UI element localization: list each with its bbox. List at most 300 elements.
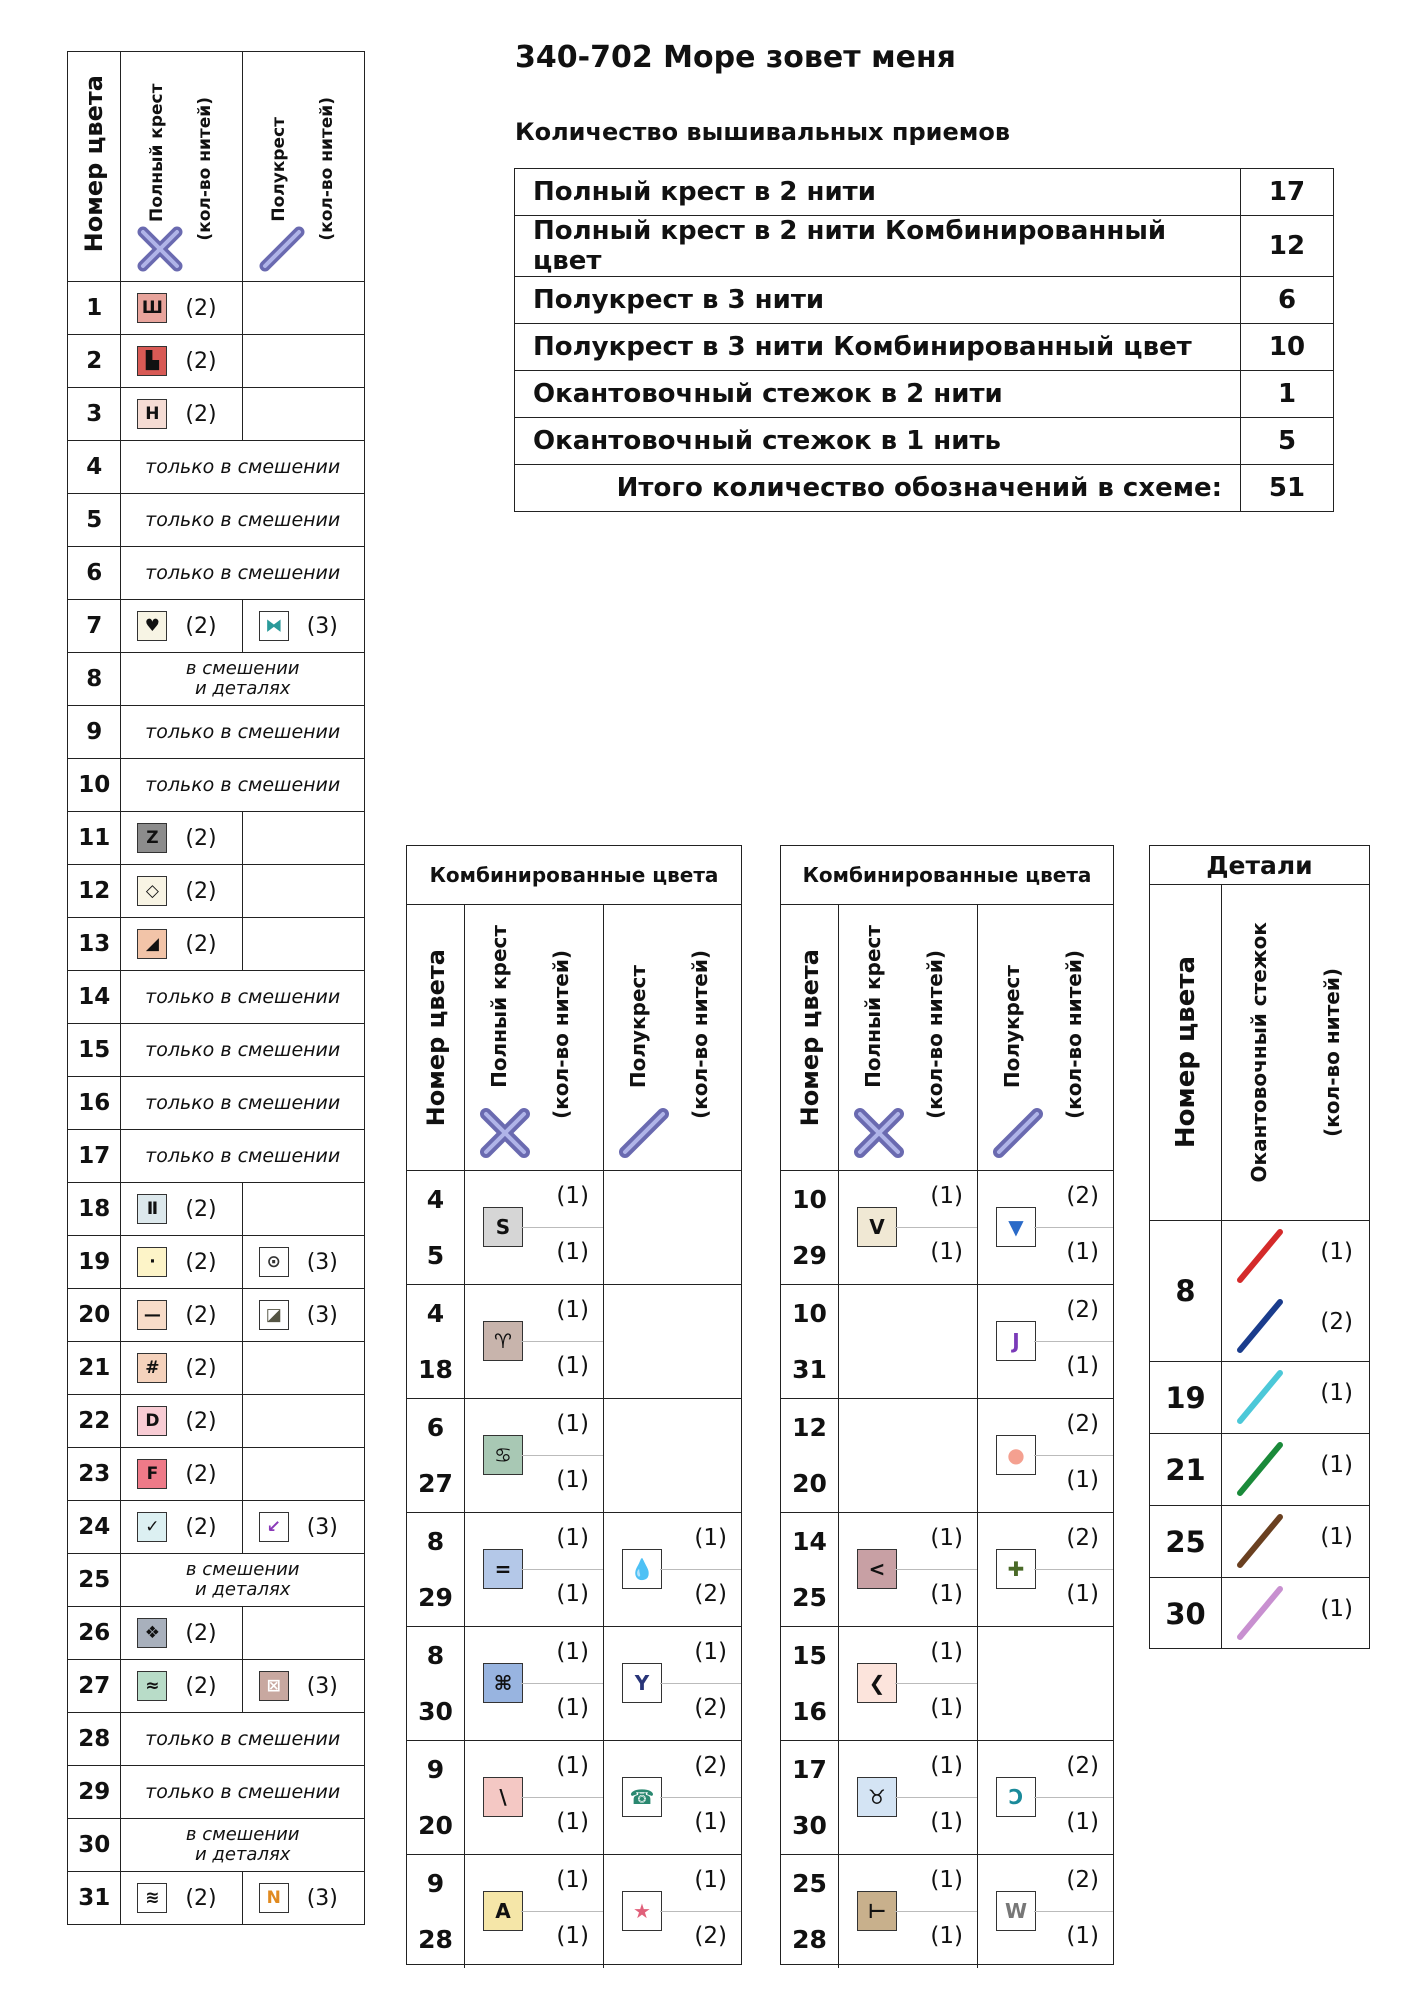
combo-header-full-cross: Полный крест <box>487 925 511 1088</box>
full-cross-cell <box>121 865 242 918</box>
color-number: 12 <box>68 865 121 918</box>
thread-count: (2) <box>185 1461 217 1487</box>
color-number: 6 <box>68 547 121 600</box>
full-cross-cell <box>121 335 242 388</box>
full-cross-cell <box>839 1513 978 1626</box>
thread-count: (2) <box>185 878 217 904</box>
color-number: 18 <box>68 1183 121 1236</box>
half-cross-cell <box>242 388 364 441</box>
full-cross-cell <box>121 1448 242 1501</box>
full-cross-cell <box>121 1289 242 1342</box>
half-cross-cell <box>242 865 364 918</box>
header-color-number <box>68 52 121 282</box>
color-number: 1 <box>68 282 121 335</box>
color-row <box>68 1713 365 1766</box>
count-value: 10 <box>1241 324 1334 371</box>
mix-note: только в смешении <box>145 773 341 796</box>
count-total-label: Итого количество обозначений в схеме: <box>515 465 1241 512</box>
thread-count: (1) <box>1066 1239 1099 1265</box>
color-number: 29 <box>68 1766 121 1819</box>
thread-count: (2) <box>1066 1297 1099 1323</box>
half-cross-icon <box>990 1105 1046 1161</box>
mix-note-cell <box>121 1077 365 1130</box>
color-row <box>68 1607 365 1660</box>
combo-header <box>781 905 1113 1171</box>
mix-note: только в смешении <box>145 1780 341 1803</box>
thread-count: (2) <box>185 1196 217 1222</box>
header-threads-label: (кол-во нитей) <box>195 97 216 241</box>
full-cross-cell <box>465 1285 604 1398</box>
full-cross-cell <box>121 1342 242 1395</box>
symbol-icon: ◪ <box>259 1300 289 1330</box>
combo-row <box>407 1285 741 1399</box>
color-number: 8 <box>426 1526 445 1556</box>
color-row <box>68 759 365 812</box>
mix-note: только в смешении <box>145 561 341 584</box>
count-label: Полукрест в 3 нити <box>515 277 1241 324</box>
details-header-threads: (кол-во нитей) <box>1320 968 1345 1137</box>
symbol-icon: ♉ <box>857 1777 897 1817</box>
header-full-cross-label: Полный крест <box>147 83 168 222</box>
symbol-icon: ≋ <box>137 1883 167 1913</box>
count-value: 5 <box>1241 418 1334 465</box>
count-label: Окантовочный стежок в 2 нити <box>515 371 1241 418</box>
full-cross-cell <box>465 1741 604 1854</box>
combo-row <box>781 1513 1113 1627</box>
full-cross-cell <box>121 812 242 865</box>
symbol-icon: Ⅱ <box>137 1194 167 1224</box>
thread-count: (2) <box>185 825 217 851</box>
half-cross-cell <box>242 918 364 971</box>
header-half-cross <box>242 52 364 282</box>
half-cross-cell <box>978 1627 1113 1740</box>
mix-note-cell <box>121 653 365 706</box>
count-label: Окантовочный стежок в 1 нить <box>515 418 1241 465</box>
color-number: 12 <box>792 1412 827 1442</box>
half-cross-cell <box>242 1501 364 1554</box>
mix-note: только в смешении <box>145 455 341 478</box>
thread-count: (2) <box>1066 1183 1099 1209</box>
backstitch-line-icon <box>1234 1511 1286 1571</box>
thread-count: (2) <box>185 1302 217 1328</box>
color-row <box>68 600 365 653</box>
symbol-icon: ⊢ <box>857 1891 897 1931</box>
combo-row <box>781 1855 1113 1968</box>
full-cross-cell <box>839 1855 978 1968</box>
thread-count: (3) <box>306 1885 338 1911</box>
symbol-icon: Y <box>622 1663 662 1703</box>
half-cross-cell <box>242 1607 364 1660</box>
mix-note-cell <box>121 706 365 759</box>
count-label: Полный крест в 2 нити <box>515 169 1241 216</box>
combo-row <box>407 1513 741 1627</box>
symbol-icon: ▙ <box>137 346 167 376</box>
full-cross-cell <box>121 388 242 441</box>
thread-count: (1) <box>930 1923 963 1949</box>
full-cross-cell <box>121 1501 242 1554</box>
symbol-icon: S <box>483 1207 523 1247</box>
thread-count: (2) <box>1066 1753 1099 1779</box>
symbol-icon: Н <box>137 399 167 429</box>
color-row <box>68 1660 365 1713</box>
count-total-value: 51 <box>1241 465 1334 512</box>
symbol-icon: ♈ <box>483 1321 523 1361</box>
combo-row <box>781 1741 1113 1855</box>
combo-header-color-number: Номер цвета <box>795 948 824 1127</box>
count-row <box>515 324 1334 371</box>
color-row <box>68 547 365 600</box>
full-cross-cell <box>121 1183 242 1236</box>
half-cross-cell <box>978 1855 1113 1968</box>
count-value: 17 <box>1241 169 1334 216</box>
counts-subtitle: Количество вышивальных приемов <box>515 118 1011 146</box>
thread-count: (3) <box>306 613 338 639</box>
half-cross-cell <box>978 1399 1113 1512</box>
full-cross-cell <box>839 1627 978 1740</box>
mix-note: в смешении и деталях <box>185 658 300 699</box>
thread-count: (2) <box>185 1673 217 1699</box>
mix-note-cell <box>121 1024 365 1077</box>
full-cross-cell <box>839 1741 978 1854</box>
combo-header-threads: (кол-во нитей) <box>923 950 947 1119</box>
full-cross-icon <box>477 1105 533 1161</box>
page-title: 340-702 Море зовет меня <box>515 40 956 75</box>
thread-count: (1) <box>556 1867 589 1893</box>
color-number: 30 <box>1150 1578 1222 1649</box>
combo-header <box>407 905 741 1171</box>
symbol-icon: ▼ <box>996 1207 1036 1247</box>
symbol-icon: # <box>137 1353 167 1383</box>
header-half-cross-label: Полукрест <box>268 117 289 222</box>
symbol-icon: ⧓ <box>259 611 289 641</box>
full-cross-cell <box>465 1171 604 1284</box>
thread-count: (1) <box>556 1353 589 1379</box>
color-number: 10 <box>792 1298 827 1328</box>
symbol-icon: ≈ <box>137 1671 167 1701</box>
header-color-number-label: Номер цвета <box>80 74 109 253</box>
color-number: 25 <box>792 1583 827 1613</box>
thread-count: (1) <box>556 1923 589 1949</box>
detail-row <box>1150 1362 1369 1434</box>
thread-count: (1) <box>694 1525 727 1551</box>
symbol-icon: Ш <box>137 293 167 323</box>
thread-count: (2) <box>1320 1309 1353 1335</box>
half-cross-cell <box>242 1448 364 1501</box>
count-row <box>515 418 1334 465</box>
combined-colors-table-2 <box>780 845 1114 1965</box>
thread-count: (1) <box>930 1753 963 1779</box>
combo-header-full-cross: Полный крест <box>861 925 885 1088</box>
color-number: 14 <box>68 971 121 1024</box>
symbol-icon: ● <box>996 1435 1036 1475</box>
backstitch-line-icon <box>1234 1226 1286 1286</box>
thread-count: (3) <box>306 1302 338 1328</box>
half-cross-cell <box>604 1741 741 1854</box>
color-number: 24 <box>68 1501 121 1554</box>
thread-count: (2) <box>185 1885 217 1911</box>
symbol-icon: — <box>137 1300 167 1330</box>
full-cross-icon <box>851 1105 907 1161</box>
mix-note-cell <box>121 1713 365 1766</box>
color-row <box>68 1077 365 1130</box>
thread-count: (3) <box>306 1673 338 1699</box>
symbol-icon: = <box>483 1549 523 1589</box>
thread-count: (1) <box>556 1239 589 1265</box>
thread-count: (1) <box>930 1183 963 1209</box>
thread-count: (1) <box>556 1581 589 1607</box>
color-row <box>68 1236 365 1289</box>
color-number: 5 <box>426 1241 445 1271</box>
combo-row <box>781 1627 1113 1741</box>
symbol-icon: ◇ <box>137 876 167 906</box>
count-row <box>515 277 1334 324</box>
half-cross-cell <box>242 282 364 335</box>
half-cross-icon <box>616 1105 672 1161</box>
combo-row <box>407 1171 741 1285</box>
full-cross-cell <box>121 1660 242 1713</box>
half-cross-cell <box>604 1285 741 1398</box>
thread-count: (1) <box>556 1695 589 1721</box>
half-cross-cell <box>242 1395 364 1448</box>
color-row <box>68 1448 365 1501</box>
full-cross-cell <box>839 1399 978 1512</box>
color-number: 31 <box>792 1355 827 1385</box>
half-cross-cell <box>604 1627 741 1740</box>
mix-note: в смешении и деталях <box>185 1559 300 1600</box>
color-row <box>68 1501 365 1554</box>
color-number: 30 <box>68 1819 121 1872</box>
mix-note-cell <box>121 759 365 812</box>
thread-count: (2) <box>185 295 217 321</box>
full-cross-cell <box>121 1872 242 1925</box>
symbol-icon: ♋ <box>483 1435 523 1475</box>
color-number: 8 <box>1150 1221 1222 1361</box>
half-cross-cell <box>604 1399 741 1512</box>
combo-row <box>781 1171 1113 1285</box>
full-cross-cell <box>465 1855 604 1968</box>
symbol-icon: Z <box>137 823 167 853</box>
backstitch-line-icon <box>1234 1439 1286 1499</box>
symbol-icon: ↙ <box>259 1512 289 1542</box>
half-cross-cell <box>242 1236 364 1289</box>
combo-header-half-cross: Полукрест <box>1000 965 1024 1089</box>
mix-note-cell <box>121 1554 365 1607</box>
thread-count: (1) <box>556 1525 589 1551</box>
combo-title: Комбинированные цвета <box>407 846 741 905</box>
color-row <box>68 335 365 388</box>
thread-count: (2) <box>1066 1411 1099 1437</box>
count-row <box>515 371 1334 418</box>
half-cross-cell <box>242 600 364 653</box>
half-cross-cell <box>604 1513 741 1626</box>
color-number: 20 <box>792 1469 827 1499</box>
half-cross-cell <box>242 1660 364 1713</box>
half-cross-cell <box>978 1513 1113 1626</box>
color-number: 9 <box>426 1868 445 1898</box>
color-row <box>68 282 365 335</box>
thread-count: (1) <box>930 1809 963 1835</box>
color-number: 16 <box>792 1697 827 1727</box>
backstitch-line-icon <box>1234 1583 1286 1643</box>
color-row <box>68 1342 365 1395</box>
thread-count: (1) <box>556 1411 589 1437</box>
header-full-cross <box>121 52 242 282</box>
header-threads-label: (кол-во нитей) <box>316 97 337 241</box>
half-cross-cell <box>242 1342 364 1395</box>
color-number: 10 <box>68 759 121 812</box>
symbol-icon: D <box>137 1406 167 1436</box>
mix-note: только в смешении <box>145 1091 341 1114</box>
color-number: 4 <box>426 1184 445 1214</box>
half-cross-cell <box>604 1171 741 1284</box>
color-number: 5 <box>68 494 121 547</box>
color-row <box>68 653 365 706</box>
thread-count: (1) <box>930 1525 963 1551</box>
full-cross-cell <box>121 918 242 971</box>
details-header-color-number: Номер цвета <box>1170 956 1201 1149</box>
color-number: 3 <box>68 388 121 441</box>
color-number: 7 <box>68 600 121 653</box>
thread-count: (1) <box>694 1639 727 1665</box>
thread-count: (2) <box>185 1249 217 1275</box>
mix-note-cell <box>121 494 365 547</box>
color-row <box>68 971 365 1024</box>
color-row <box>68 441 365 494</box>
combo-header-color-number: Номер цвета <box>421 948 450 1127</box>
mix-note-cell <box>121 1130 365 1183</box>
color-number: 4 <box>426 1298 445 1328</box>
symbol-icon: ✓ <box>137 1512 167 1542</box>
color-number: 27 <box>418 1469 453 1499</box>
thread-count: (1) <box>1320 1596 1353 1622</box>
color-key-header <box>68 52 365 282</box>
thread-count: (2) <box>185 931 217 957</box>
backstitch-line-icon <box>1234 1367 1286 1427</box>
mix-note-cell <box>121 1766 365 1819</box>
symbol-icon: ⊠ <box>259 1671 289 1701</box>
color-row <box>68 1819 365 1872</box>
color-row <box>68 706 365 759</box>
count-label: Полный крест в 2 нити Комбинированный цвет <box>515 216 1241 277</box>
color-number: 17 <box>792 1754 827 1784</box>
symbol-icon: ★ <box>622 1891 662 1931</box>
combo-row <box>407 1627 741 1741</box>
half-cross-cell <box>604 1855 741 1968</box>
symbol-icon: < <box>857 1549 897 1589</box>
combo-row <box>781 1285 1113 1399</box>
color-number: 25 <box>1150 1506 1222 1577</box>
color-row <box>68 1183 365 1236</box>
half-cross-cell <box>978 1285 1113 1398</box>
color-number: 25 <box>68 1554 121 1607</box>
half-cross-cell <box>978 1741 1113 1854</box>
color-number: 20 <box>68 1289 121 1342</box>
full-cross-cell <box>465 1513 604 1626</box>
stitch-counts-table <box>514 168 1334 512</box>
color-row <box>68 918 365 971</box>
thread-count: (2) <box>185 1355 217 1381</box>
thread-count: (1) <box>1066 1581 1099 1607</box>
mix-note: только в смешении <box>145 1727 341 1750</box>
symbol-icon: ☎ <box>622 1777 662 1817</box>
count-value: 6 <box>1241 277 1334 324</box>
combo-header-half-cross: Полукрест <box>626 965 650 1089</box>
color-number: 10 <box>792 1184 827 1214</box>
count-total-row <box>515 465 1334 512</box>
detail-row <box>1150 1221 1369 1362</box>
full-cross-cell <box>121 282 242 335</box>
color-row <box>68 388 365 441</box>
symbol-icon: V <box>857 1207 897 1247</box>
details-header <box>1150 885 1369 1221</box>
mix-note-cell <box>121 1819 365 1872</box>
color-number: 28 <box>418 1925 453 1955</box>
combo-header-threads: (кол-во нитей) <box>549 950 573 1119</box>
thread-count: (2) <box>185 1408 217 1434</box>
thread-count: (1) <box>1066 1809 1099 1835</box>
combo-title: Комбинированные цвета <box>781 846 1113 905</box>
count-row <box>515 169 1334 216</box>
color-number: 30 <box>418 1697 453 1727</box>
color-number: 27 <box>68 1660 121 1713</box>
combo-row <box>407 1399 741 1513</box>
color-row <box>68 865 365 918</box>
color-number: 22 <box>68 1395 121 1448</box>
thread-count: (2) <box>694 1695 727 1721</box>
color-number: 20 <box>418 1811 453 1841</box>
symbol-icon: ✚ <box>996 1549 1036 1589</box>
mix-note: только в смешении <box>145 508 341 531</box>
symbol-icon: ❮ <box>857 1663 897 1703</box>
full-cross-cell <box>465 1627 604 1740</box>
color-row <box>68 1766 365 1819</box>
color-number: 15 <box>68 1024 121 1077</box>
symbol-icon: ⊙ <box>259 1247 289 1277</box>
thread-count: (2) <box>185 1620 217 1646</box>
combined-colors-table-1 <box>406 845 742 1965</box>
thread-count: (2) <box>1066 1525 1099 1551</box>
color-row <box>68 494 365 547</box>
symbol-icon: Ɔ <box>996 1777 1036 1817</box>
symbol-icon: F <box>137 1459 167 1489</box>
color-number: 15 <box>792 1640 827 1670</box>
thread-count: (1) <box>1320 1524 1353 1550</box>
details-header-backstitch: Окантовочный стежок <box>1246 922 1271 1183</box>
color-row <box>68 1024 365 1077</box>
symbol-icon: W <box>996 1891 1036 1931</box>
mix-note: в смешении и деталях <box>185 1824 300 1865</box>
mix-note: только в смешении <box>145 1038 341 1061</box>
half-cross-cell <box>242 1183 364 1236</box>
thread-count: (1) <box>556 1183 589 1209</box>
backstitch-line-icon <box>1234 1296 1286 1356</box>
color-number: 25 <box>792 1868 827 1898</box>
half-cross-icon <box>257 224 307 274</box>
combo-row <box>407 1741 741 1855</box>
mix-note: только в смешении <box>145 985 341 1008</box>
mix-note: только в смешении <box>145 1144 341 1167</box>
details-table <box>1149 845 1370 1649</box>
color-number: 17 <box>68 1130 121 1183</box>
thread-count: (1) <box>556 1297 589 1323</box>
count-row <box>515 216 1334 277</box>
thread-count: (1) <box>694 1809 727 1835</box>
full-cross-icon <box>135 224 185 274</box>
thread-count: (1) <box>1320 1239 1353 1265</box>
symbol-icon: ⌘ <box>483 1663 523 1703</box>
full-cross-cell <box>121 1236 242 1289</box>
color-row <box>68 1872 365 1925</box>
